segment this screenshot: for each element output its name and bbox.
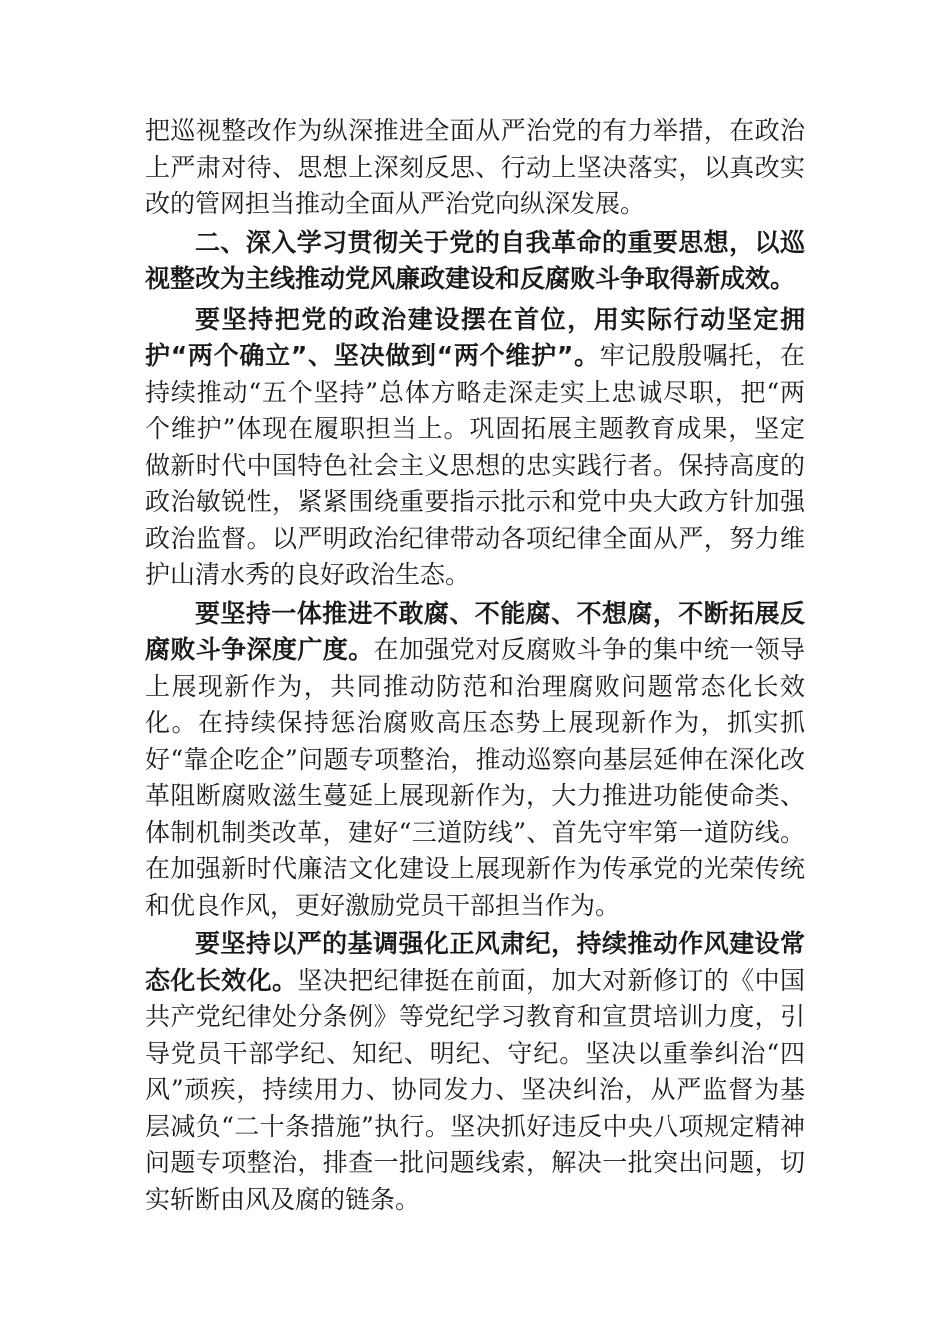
paragraph-discipline bbox=[145, 926, 805, 1218]
paragraph-body: 坚决把纪律挺在前面，加大对新修订的《中国共产党纪律处分条例》等党纪学习教育和宣贯培训力度，引导党员干部学纪、知纪、明纪、守纪。坚决以重拳纠治“四风”顽疾，持续用力、协同发力、坚决纠治，从严监督为基层减负“二十条措施”执行。坚决抓好违反中央八项规定精神问题专项整治，排查一批问题线索，解决一批突出问题，切实斩断由风及腐的链条。 bbox=[145, 965, 805, 1214]
paragraph-body: 在加强党对反腐败斗争的集中统一领导上展现新作为，共同推动防范和治理腐败问题常态化长效化。在持续保持惩治腐败高压态势上展现新作为，抓实抓好“靠企吃企”问题专项整治，推动巡察向基层延伸在深化改革阻断腐败滋生蔓延上展现新作为，大力推进功能使命类、体制机制类改革，建好“三道防线”、首先守牢第一道防线。在加强新时代廉洁文化建设上展现新作为传承党的光荣传统和优良作风，更好激励党员干部担当作为。 bbox=[145, 635, 805, 920]
paragraph-body: 牢记殷殷嘱托，在持续推动“五个坚持”总体方略走深走实上忠诚尽职，把“两个维护”体现在履职担当上。巩固拓展主题教育成果，坚定做新时代中国特色社会主义思想的忠实践行者。保持高度的政治敏锐性，紧紧围绕重要指示批示和党中央大政方针加强政治监督。以严明政治纪律带动各项纪律全面从严，努力维护山清水秀的良好政治生态。 bbox=[145, 341, 805, 589]
paragraph-lead: 要坚持把党的政治建设摆在首位，用实际行动坚定拥护“两个确立”、坚决做到“两个维护”。 bbox=[145, 304, 805, 370]
document-page bbox=[145, 113, 805, 1218]
intro-paragraph: 把巡视整改作为纵深推进全面从严治党的有力举措，在政治上严肃对待、思想上深刻反思、行动上坚决落实，以真改实改的管网担当推动全面从严治党向纵深发展。 bbox=[145, 116, 805, 218]
paragraph-political-building bbox=[145, 302, 805, 594]
paragraph-lead: 要坚持以严的基调强化正风肃纪，持续推动作风建设常态化长效化。 bbox=[145, 929, 805, 995]
paragraph-anti-corruption bbox=[145, 596, 805, 925]
section-heading: 二、深入学习贯彻关于党的自我革命的重要思想，以巡视整改为主线推动党风廉政建设和反腐败斗争取得新成效。 bbox=[145, 227, 805, 293]
paragraph-lead: 要坚持一体推进不敢腐、不能腐、不想腐，不断拓展反腐败斗争深度广度。 bbox=[145, 598, 805, 664]
